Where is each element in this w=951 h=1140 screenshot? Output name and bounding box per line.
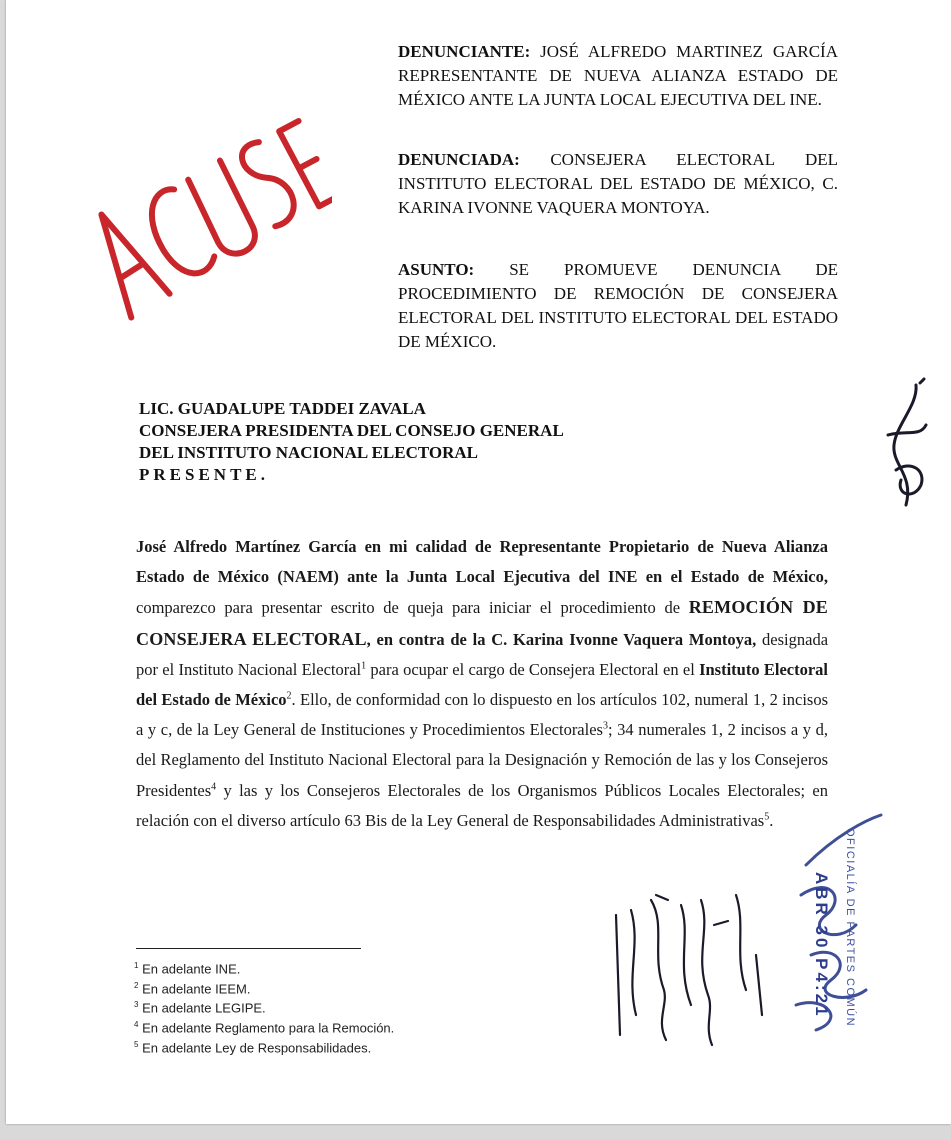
body-text-run: comparezco para presentar escrito de queja para iniciar el procedimiento de [136,598,689,618]
denunciante-label: DENUNCIANTE: [398,42,531,61]
asunto-block [398,258,838,354]
footnote-number: 3 [134,1000,139,1010]
footnote-ref: 3 [602,720,608,732]
addressee-block [139,398,699,486]
footnote-ref: 2 [286,690,292,702]
footnote-text: En adelante LEGIPE. [138,1000,266,1016]
presente-label: PRESENTE. [139,465,269,484]
footnote-number: 4 [134,1020,139,1030]
footnote-item [134,978,534,998]
addressee-position-1: CONSEJERA PRESIDENTA DEL CONSEJO GENERAL [139,421,564,440]
body-text-run: designada por el Instituto Nacional Electoral [136,629,829,679]
body-text-run: para ocupar el cargo de Consejera Electoral en el [366,659,700,679]
margin-signature [876,375,936,515]
footnote-ref: 1 [361,660,367,672]
stamp-office: OFICIALÍA DE PARTES COMÚN [844,828,856,1028]
addressee-position-2: DEL INSTITUTO NACIONAL ELECTORAL [139,443,479,462]
body-text-run: ; 34 numerales 1, 2 incisos a y d, del Reglamento del Instituto Nacional Electoral para la Designación y Remoción de las y los Consejeros Presidentes [136,720,828,800]
footnote-text: En adelante IEEM. [138,981,251,997]
footnote-number: 2 [134,980,139,990]
footnote-item [134,1037,534,1057]
footnote-item [134,997,534,1017]
footnotes-list [134,958,534,1057]
body-text-run: y las y los Consejeros Electorales de los Organismos Públicos Locales Electorales; en relación con el diverso artículo 63 Bis de la Ley General de Responsabilidades Administrativas [136,780,828,830]
addressee-name: LIC. GUADALUPE TADDEI ZAVALA [139,399,426,418]
footnote-ref: 5 [764,811,770,823]
denunciada-text: CONSEJERA ELECTORAL DEL INSTITUTO ELECTORAL DEL ESTADO DE MÉXICO, C. KARINA IVONNE VAQUERA MONTOYA. [398,150,839,217]
footnote-item [134,958,534,978]
denunciante-text: JOSÉ ALFREDO MARTINEZ GARCÍA REPRESENTANTE DE NUEVA ALIANZA ESTADO DE MÉXICO ANTE LA JUNTA LOCAL EJECUTIVA DEL INE. [398,42,838,109]
footnote-text: En adelante INE. [138,961,241,977]
footnote-divider [136,948,361,949]
acuse-stamp [82,95,332,325]
denunciada-block [398,148,838,220]
body-paragraph [136,532,828,836]
remocion-heading: REMOCIÓN DE CONSEJERA ELECTORAL [136,597,828,649]
body-text-run: . Ello, de conformidad con lo dispuesto en los artículos 102, numeral 1, 2 incisos a y c, de la Ley General de Instituciones y Procedimientos Electorales [136,690,828,740]
footnote-number: 5 [134,1039,139,1049]
footnote-text: En adelante Ley de Responsabilidades. [138,1040,372,1056]
document-page [6,0,951,1124]
body-bold-run: Instituto Electoral del Estado de México [136,659,828,710]
denunciada-label: DENUNCIADA: [398,150,520,169]
stamp-date: ABR 30 P4:21 [812,872,831,1019]
reception-stamp [596,805,886,1070]
denunciante-block [398,40,838,112]
footnote-number: 1 [134,961,139,970]
asunto-text: SE PROMUEVE DENUNCIA DE PROCEDIMIENTO DE REMOCIÓN DE CONSEJERA ELECTORAL DEL INSTITUTO ELECTORAL DEL ESTADO DE MÉXICO. [398,260,839,351]
asunto-label: ASUNTO: [398,260,475,279]
body-text-run: . [769,810,774,830]
footnote-text: En adelante Reglamento para la Remoción. [138,1020,395,1036]
body-intro-bold: José Alfredo Martínez García en mi calidad de Representante Propietario de Nueva Alianza Estado de México (NAEM) ante la Junta Local Ejecutiva del INE en el Estado de México, [136,537,828,587]
footnote-ref: 4 [211,781,217,793]
body-bold-run: , en contra de la C. Karina Ivonne Vaquera Montoya, [366,629,757,649]
footnote-item [134,1017,534,1037]
